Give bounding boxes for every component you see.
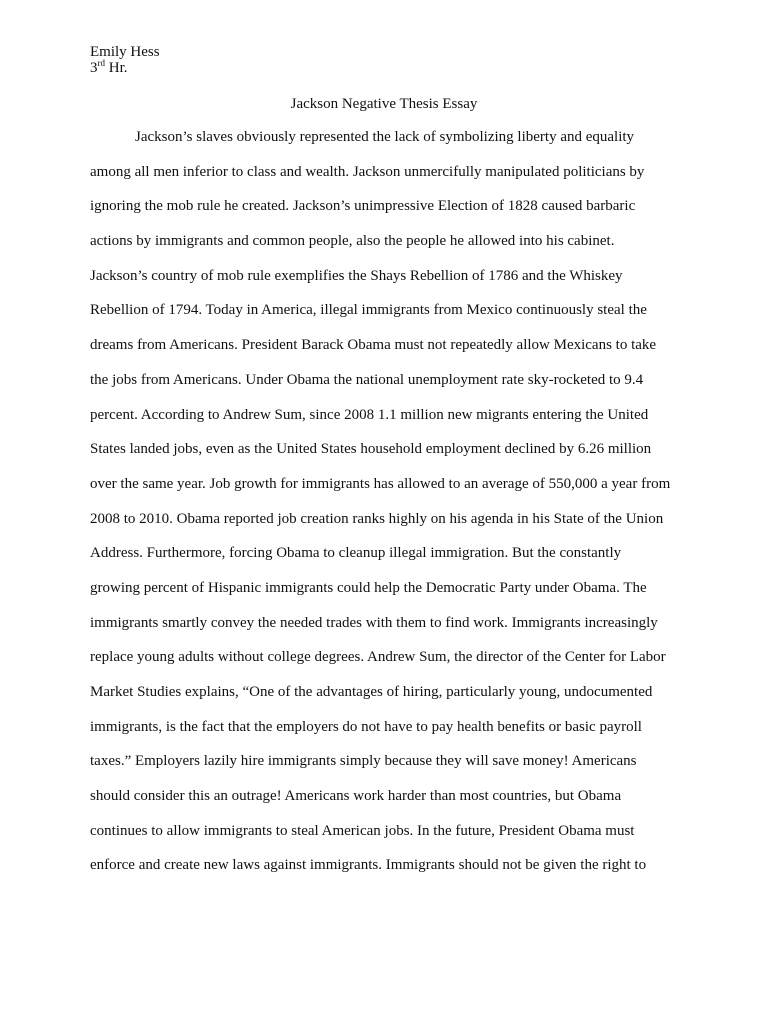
body-line: Market Studies explains, “One of the advantages of hiring, particularly young, undocumented [90, 684, 653, 700]
period-number: 3 [90, 60, 98, 76]
body-line: over the same year. Job growth for immigrants has allowed to an average of 550,000 a year from [90, 475, 671, 492]
body-line: immigrants smartly convey the needed trades with them to find work. Immigrants increasingly [90, 614, 658, 631]
body-line: taxes.” Employers lazily hire immigrants simply because they will save money! Americans [90, 753, 637, 770]
body-line: dreams from Americans. President Barack Obama must not repeatedly allow Mexicans to take [90, 337, 657, 354]
essay-title: Jackson Negative Thesis Essay [290, 96, 478, 112]
body-line: the jobs from Americans. Under Obama the national unemployment rate sky-rocketed to 9.4 [90, 371, 644, 388]
period-label: Hr. [105, 60, 128, 76]
body-line: should consider this an outrage! Americans work harder than most countries, but Obama [90, 788, 622, 805]
class-period [90, 60, 160, 76]
body-line: percent. According to Andrew Sum, since 2008 1.1 million new migrants entering the United [90, 406, 649, 423]
body-line: among all men inferior to class and wealth. Jackson unmercifully manipulated politicians by [90, 163, 645, 180]
author-name: Emily Hess [90, 44, 160, 60]
body-line: Rebellion of 1794. Today in America, illegal immigrants from Mexico continuously steal the [90, 302, 647, 319]
body-line: immigrants, is the fact that the employers do not have to pay health benefits or basic payroll [90, 718, 642, 735]
body-line: continues to allow immigrants to steal American jobs. In the future, President Obama must [90, 822, 635, 839]
body-line: Address. Furthermore, forcing Obama to cleanup illegal immigration. But the constantly [90, 545, 622, 562]
body-line: growing percent of Hispanic immigrants could help the Democratic Party under Obama. The [90, 579, 647, 596]
body-line: replace young adults without college degrees. Andrew Sum, the director of the Center for Labor [90, 649, 666, 666]
body-line: enforce and create new laws against immigrants. Immigrants should not be given the right to [90, 857, 647, 874]
body-line: actions by immigrants and common people, also the people he allowed into his cabinet. [90, 233, 615, 250]
body-line: ignoring the mob rule he created. Jackson’s unimpressive Election of 1828 caused barbaric [90, 198, 636, 215]
body-line: States landed jobs, even as the United States household employment declined by 6.26 million [90, 441, 652, 458]
period-suffix: rd [97, 58, 105, 68]
essay-body [90, 127, 690, 890]
body-line: Jackson’s country of mob rule exemplifies the Shays Rebellion of 1786 and the Whiskey [90, 267, 623, 284]
header-block [90, 44, 160, 76]
body-line: Jackson’s slaves obviously represented the lack of symbolizing liberty and equality [135, 129, 635, 145]
body-line: 2008 to 2010. Obama reported job creation ranks highly on his agenda in his State of the Union [90, 510, 664, 527]
